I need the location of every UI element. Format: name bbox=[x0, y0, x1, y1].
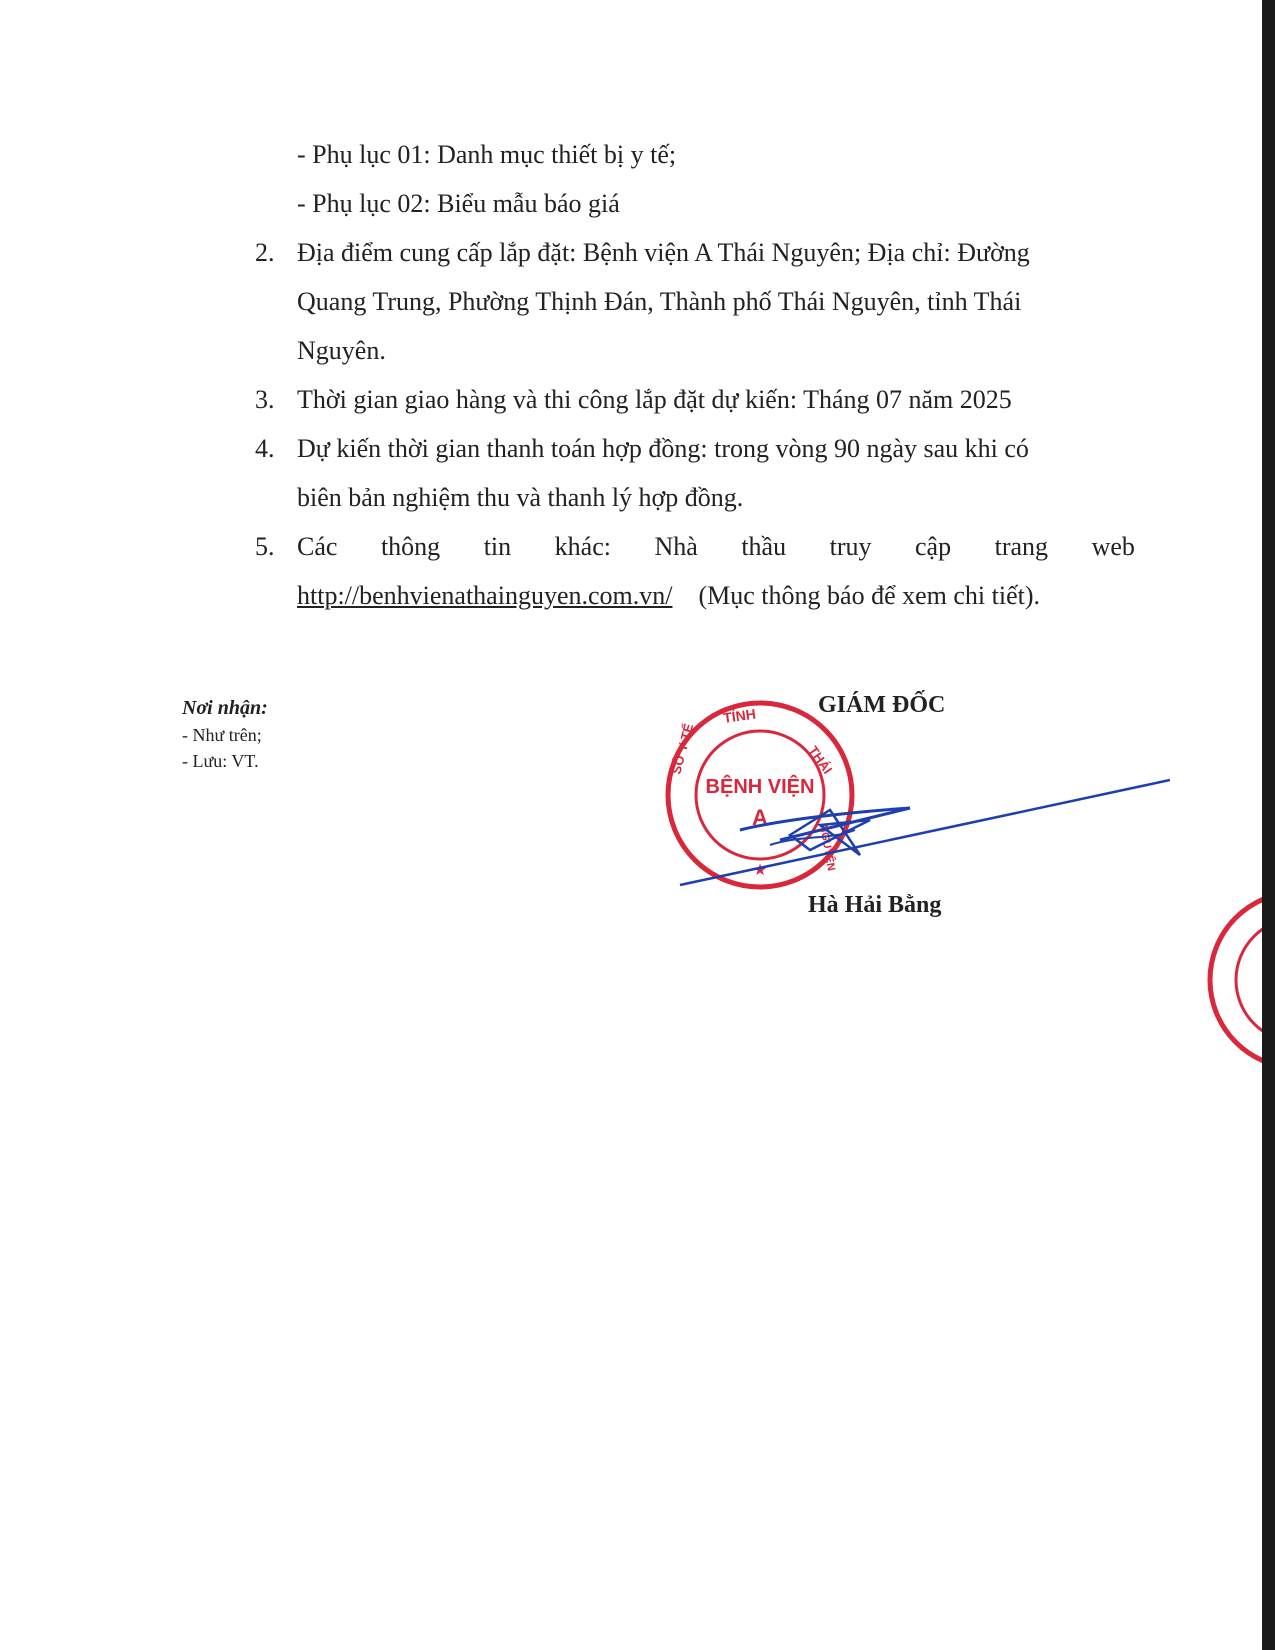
list-text: Địa điểm cung cấp lắp đặt: Bệnh viện A Thái Nguyên; Địa chỉ: Đường bbox=[297, 238, 1030, 267]
list-text: Thời gian giao hàng và thi công lắp đặt dự kiến: Tháng 07 năm 2025 bbox=[297, 385, 1012, 414]
list-number: 4. bbox=[255, 434, 275, 463]
website-link[interactable]: http://benhvienathainguyen.com.vn/ bbox=[297, 581, 673, 610]
list-item-2-line-2: Quang Trung, Phường Thịnh Đán, Thành phố Thái Nguyên, tỉnh Thái bbox=[297, 287, 1022, 316]
stamp-left-text: SỞ Y TẾ bbox=[668, 721, 697, 776]
list-text-justified bbox=[297, 532, 1135, 562]
word: thông bbox=[380, 532, 441, 561]
scan-edge bbox=[1262, 0, 1275, 1650]
recipients-block bbox=[182, 697, 268, 774]
appendix-item-2: - Phụ lục 02: Biểu mẫu báo giá bbox=[297, 189, 620, 218]
word: trang bbox=[994, 532, 1049, 561]
word: Nhà bbox=[654, 532, 698, 561]
word: thầu bbox=[741, 532, 787, 561]
word: khác: bbox=[554, 532, 611, 561]
list-number: 2. bbox=[255, 238, 275, 267]
word: truy bbox=[829, 532, 872, 561]
word: web bbox=[1091, 532, 1135, 561]
link-note: (Mục thông báo để xem chi tiết). bbox=[698, 581, 1041, 610]
signer-name: Hà Hải Bằng bbox=[808, 892, 942, 918]
list-text: Dự kiến thời gian thanh toán hợp đồng: trong vòng 90 ngày sau khi có bbox=[297, 434, 1029, 463]
handwritten-signature bbox=[670, 760, 1170, 900]
recipients-title: Nơi nhận: bbox=[182, 697, 268, 719]
list-number: 5. bbox=[255, 532, 275, 561]
list-number: 3. bbox=[255, 385, 275, 414]
list-item-5-line-2 bbox=[297, 581, 1040, 611]
stamp-star-icon: ★ bbox=[752, 862, 768, 879]
stamp-right-text-2: NGUYÊN bbox=[817, 823, 838, 872]
stamp-top-text: TỈNH bbox=[722, 705, 757, 726]
stamp-center-text: BỆNH VIỆN bbox=[705, 776, 815, 798]
word: Các bbox=[297, 532, 338, 561]
recipient-item: - Lưu: VT. bbox=[182, 751, 259, 771]
list-item-2-line-3: Nguyên. bbox=[297, 336, 386, 365]
stamp-right-text: THÁI bbox=[805, 743, 836, 777]
list-item-4-line-2: biên bản nghiệm thu và thanh lý hợp đồng. bbox=[297, 483, 744, 512]
partial-edge-stamp bbox=[1188, 880, 1262, 1080]
signer-role: GIÁM ĐỐC bbox=[818, 692, 946, 718]
recipient-item: - Như trên; bbox=[182, 725, 262, 745]
appendix-item-1: - Phụ lục 01: Danh mục thiết bị y tế; bbox=[297, 140, 677, 169]
word: tin bbox=[483, 532, 512, 561]
stamp-center-text-2: A bbox=[752, 805, 768, 830]
word: cập bbox=[915, 532, 952, 561]
